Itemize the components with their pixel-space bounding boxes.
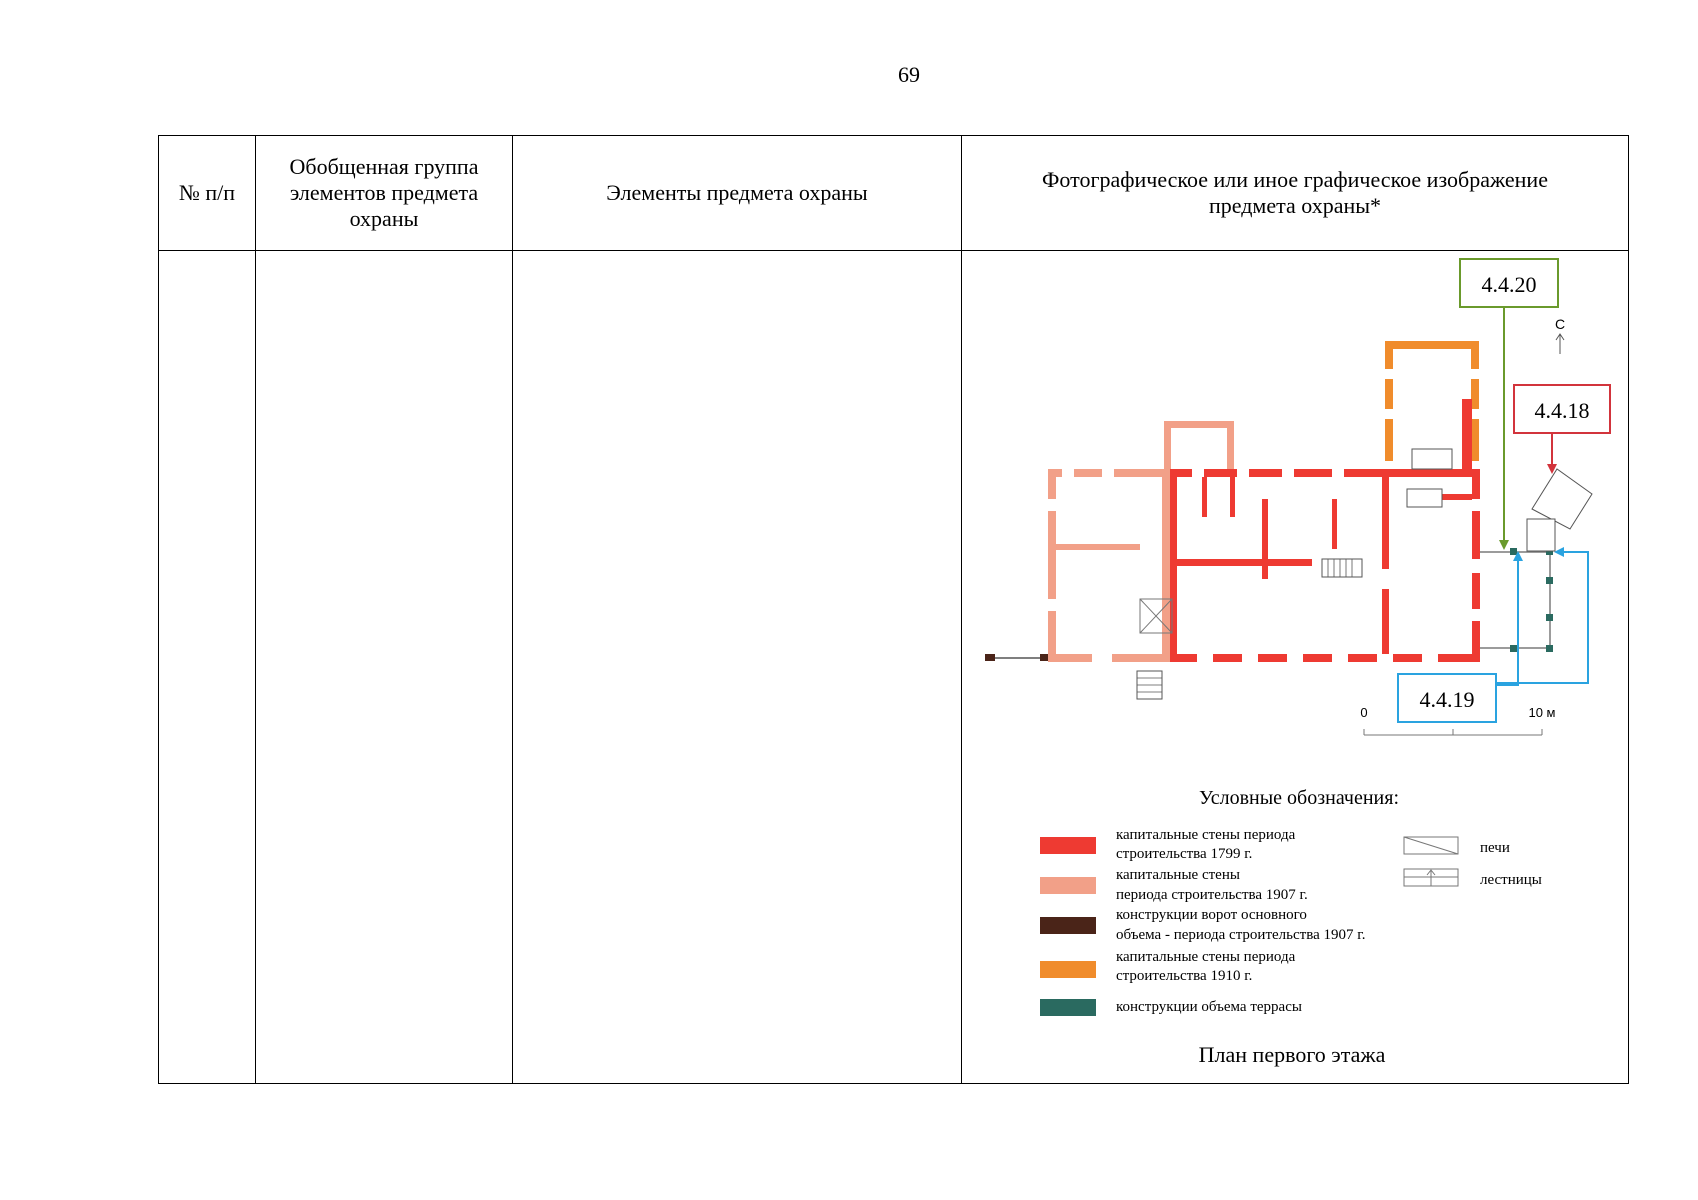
legend-title: Условные обозначения: <box>1198 787 1400 809</box>
symbol-stove-icon <box>1404 837 1458 854</box>
symbol-stove-label: печи <box>1480 840 1510 856</box>
header-number: № п/п <box>159 136 256 251</box>
cell-image <box>962 251 1629 1084</box>
floor-plan-figure <box>962 251 1629 1083</box>
table-row <box>159 251 1629 1084</box>
walls-1907 <box>1048 421 1234 662</box>
cell-number <box>159 251 256 1084</box>
legend-swatch-1799 <box>1040 837 1096 854</box>
cell-group <box>256 251 513 1084</box>
legend-swatch-1910 <box>1040 961 1096 978</box>
svg-text:строительства 1799 г.: строительства 1799 г. <box>1116 846 1253 862</box>
protection-table <box>158 135 1629 1084</box>
symbol-stairs-label: лестницы <box>1480 872 1542 888</box>
svg-text:капитальные стены периода: капитальные стены периода <box>1116 949 1296 965</box>
terrace <box>1480 552 1550 648</box>
cell-elements <box>513 251 962 1084</box>
callout-4-4-18 <box>1514 385 1610 474</box>
table-header-row <box>159 136 1629 251</box>
svg-text:строительства 1910 г.: строительства 1910 г. <box>1116 968 1253 984</box>
svg-text:конструкции ворот основного: конструкции ворот основного <box>1116 907 1307 923</box>
svg-text:конструкции объема террасы: конструкции объема террасы <box>1116 999 1302 1015</box>
header-image: Фотографическое или иное графическое изображение предмета охраны* <box>962 136 1629 251</box>
legend-swatch-1907 <box>1040 877 1096 894</box>
callout-4-4-19 <box>1398 547 1588 722</box>
north-label: С <box>1554 316 1566 332</box>
plan-caption: План первого этажа <box>1198 1042 1386 1067</box>
svg-text:4.4.20: 4.4.20 <box>1481 272 1537 297</box>
legend <box>1040 827 1365 1016</box>
terrace-columns <box>1510 548 1553 652</box>
floor-plan-drawing <box>985 259 1610 1067</box>
north-arrow <box>1556 334 1564 354</box>
svg-text:10 м: 10 м <box>1528 705 1556 720</box>
svg-text:периода строительства 1907 г.: периода строительства 1907 г. <box>1116 887 1308 903</box>
page-number: 69 <box>898 62 920 87</box>
header-group: Обобщенная группа элементов предмета охраны <box>256 136 513 251</box>
legend-swatch-terrace <box>1040 999 1096 1016</box>
svg-text:капитальные стены: капитальные стены <box>1116 867 1240 883</box>
svg-text:4.4.18: 4.4.18 <box>1534 398 1590 423</box>
svg-text:0: 0 <box>1360 705 1368 720</box>
svg-text:4.4.19: 4.4.19 <box>1419 687 1475 712</box>
svg-text:объема - периода строительства: объема - периода строительства 1907 г. <box>1116 927 1366 943</box>
symbol-stairs-icon <box>1404 869 1458 886</box>
header-elements: Элементы предмета охраны <box>513 136 962 251</box>
exterior-stair <box>1527 469 1592 551</box>
svg-text:капитальные стены периода: капитальные стены периода <box>1116 827 1296 843</box>
walls-1799 <box>1170 399 1480 662</box>
legend-swatch-gate-1907 <box>1040 917 1096 934</box>
